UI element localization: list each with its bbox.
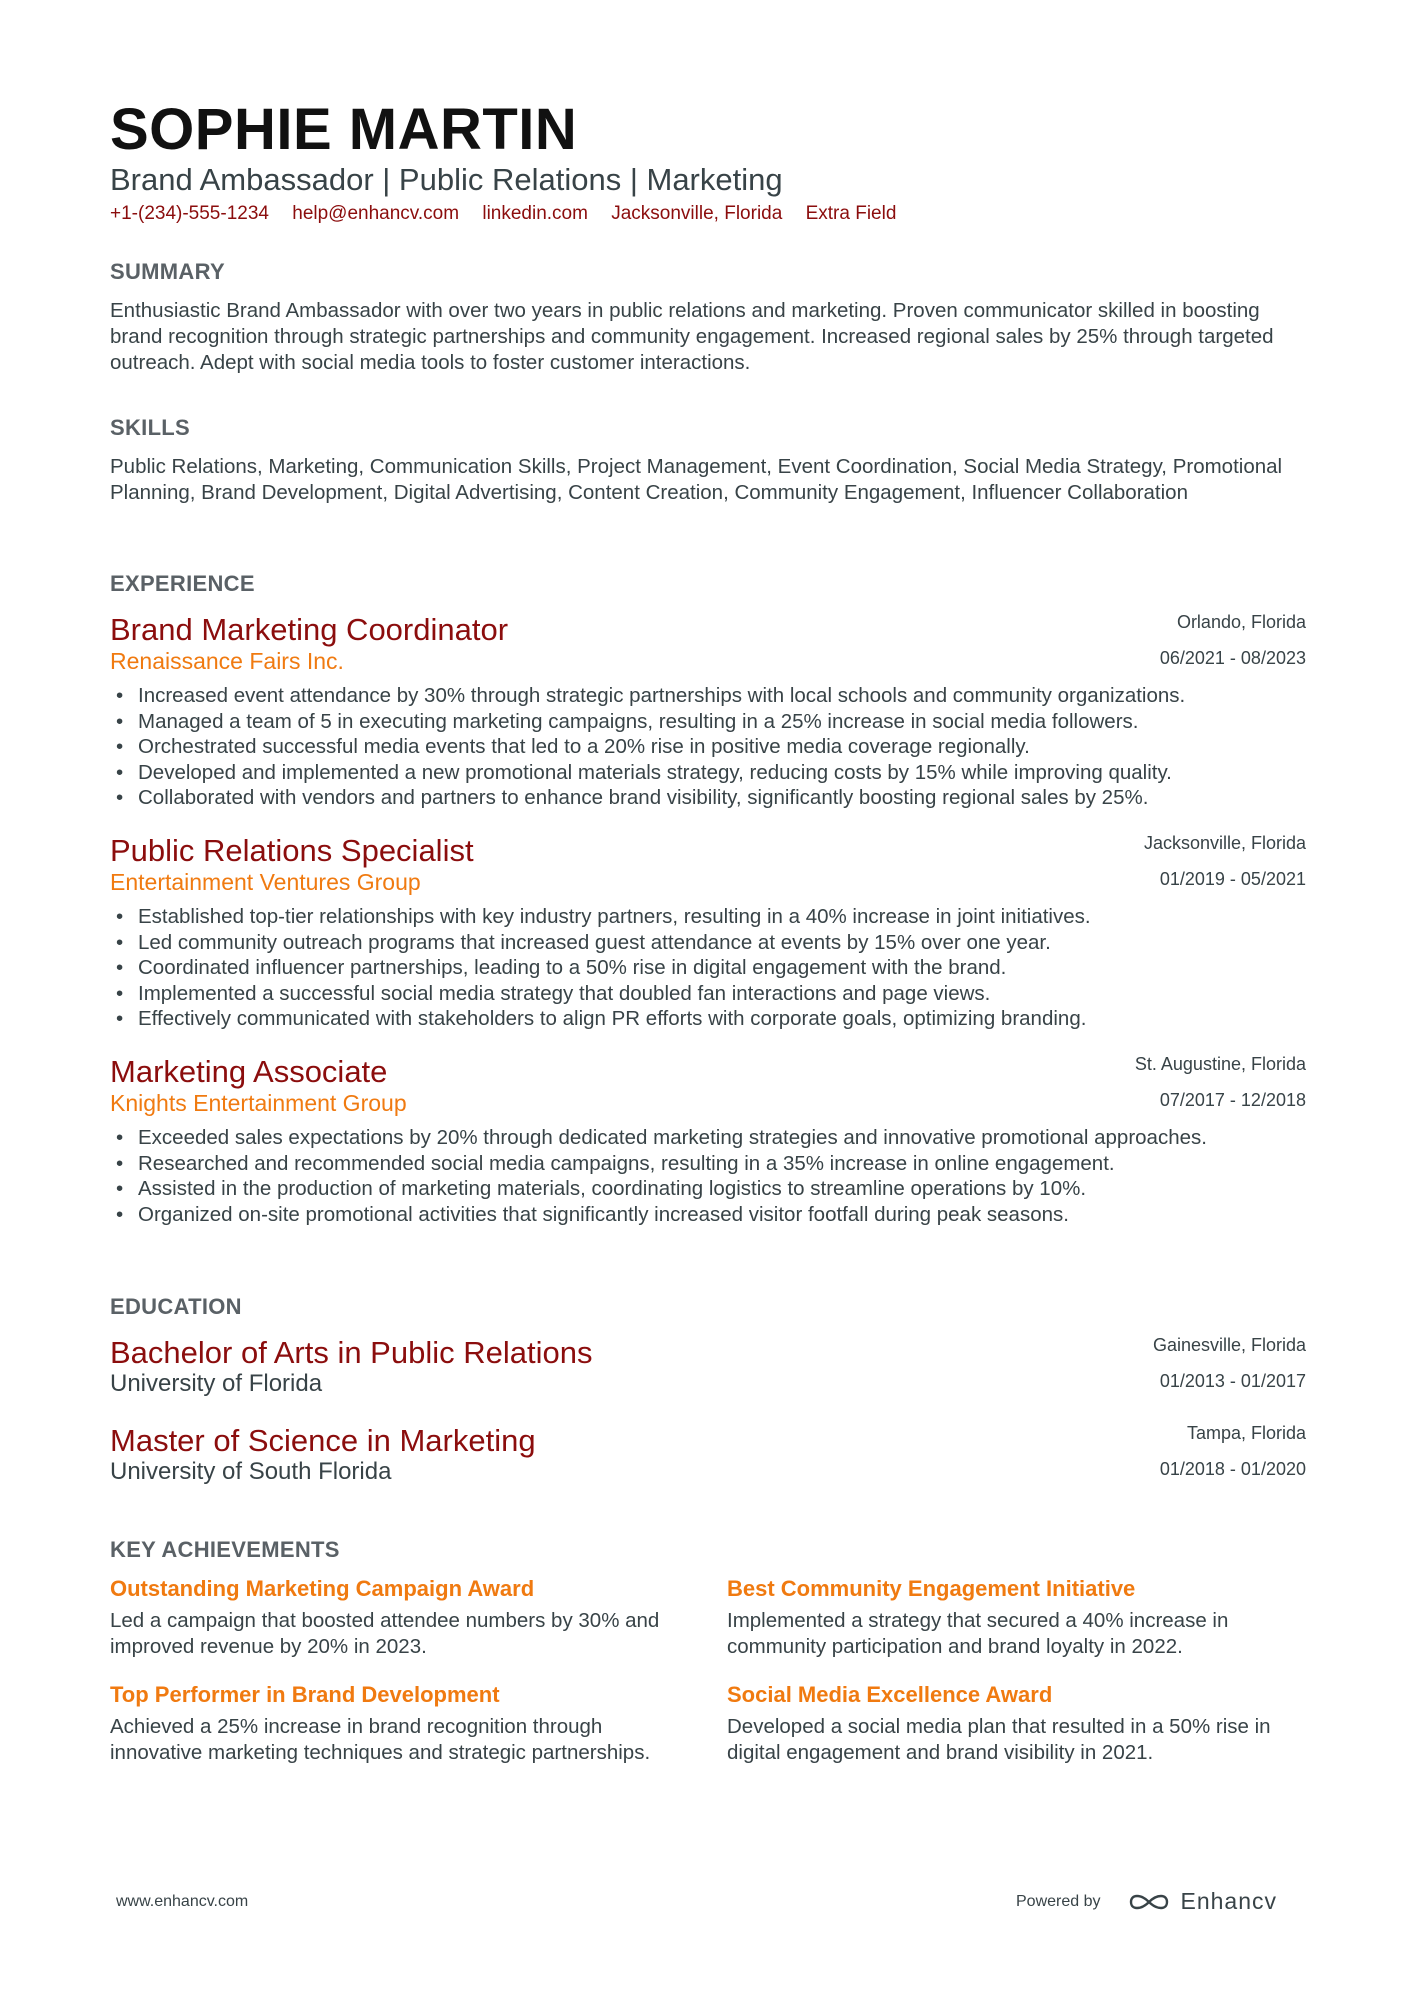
job-company: Knights Entertainment Group bbox=[110, 1090, 407, 1116]
email-link[interactable]: help@enhancv.com bbox=[292, 203, 460, 224]
job-location: St. Augustine, Florida bbox=[1134, 1054, 1306, 1074]
job-location: Jacksonville, Florida bbox=[1143, 833, 1306, 853]
skills-heading: SKILLS bbox=[110, 415, 191, 440]
job-bullets bbox=[110, 1125, 1306, 1227]
job-bullets bbox=[110, 683, 1306, 811]
location-text: Jacksonville, Florida bbox=[611, 203, 783, 224]
job-dates: 06/2021 - 08/2023 bbox=[1159, 648, 1306, 668]
education-location: Tampa, Florida bbox=[1186, 1423, 1306, 1443]
extra-field: Extra Field bbox=[805, 203, 897, 224]
powered-by-text: Powered by bbox=[1016, 1892, 1101, 1910]
enhancv-logo-icon bbox=[1127, 1889, 1171, 1915]
experience-heading: EXPERIENCE bbox=[110, 571, 255, 596]
school-name: University of Florida bbox=[110, 1370, 323, 1397]
job-location: Orlando, Florida bbox=[1176, 612, 1306, 632]
list-item: • Effectively communicated with stakeholders to align PR efforts with corporate goals, optimizing branding. bbox=[110, 1006, 1306, 1032]
achievement-desc: Led a campaign that boosted attendee numbers by 30% and improved revenue by 20% in 2023. bbox=[110, 1609, 660, 1658]
candidate-title: Brand Ambassador | Public Relations | Marketing bbox=[110, 162, 783, 197]
job-dates: 07/2017 - 12/2018 bbox=[1159, 1090, 1306, 1110]
summary-text: Enthusiastic Brand Ambassador with over two years in public relations and marketing. Proven communicator skilled in boosting brand recognition through strategic partnerships and community engagement. Increased regional sales by 25% through targeted outreach. Adept with social media tools to foster customer interactions. bbox=[110, 299, 1274, 374]
footer-powered-by bbox=[1016, 1888, 1277, 1915]
achievement-desc: Developed a social media plan that resulted in a 50% rise in digital engagement and brand visibility in 2021. bbox=[727, 1715, 1271, 1764]
list-item: • Coordinated influencer partnerships, leading to a 50% rise in digital engagement with the brand. bbox=[110, 955, 1306, 981]
list-item: • Exceeded sales expectations by 20% through dedicated marketing strategies and innovative promotional approaches. bbox=[110, 1125, 1306, 1151]
job-bullets bbox=[110, 904, 1306, 1032]
education-location: Gainesville, Florida bbox=[1152, 1335, 1306, 1355]
summary-heading: SUMMARY bbox=[110, 259, 225, 284]
job-title: Brand Marketing Coordinator bbox=[110, 612, 509, 647]
achievements-heading: KEY ACHIEVEMENTS bbox=[110, 1537, 340, 1562]
enhancv-brand-name: Enhancv bbox=[1180, 1888, 1278, 1914]
list-item: • Managed a team of 5 in executing marketing campaigns, resulting in a 25% increase in social media followers. bbox=[110, 709, 1306, 735]
list-item: • Assisted in the production of marketing materials, coordinating logistics to streamline operations by 10%. bbox=[110, 1176, 1306, 1202]
education-dates: 01/2018 - 01/2020 bbox=[1159, 1459, 1306, 1479]
job-company: Entertainment Ventures Group bbox=[110, 869, 421, 895]
list-item: • Orchestrated successful media events that led to a 20% rise in positive media coverage regionally. bbox=[110, 734, 1306, 760]
achievement-desc: Achieved a 25% increase in brand recognition through innovative marketing techniques and strategic partnerships. bbox=[110, 1715, 651, 1764]
phone-link[interactable]: +1-(234)-555-1234 bbox=[110, 203, 269, 224]
skills-text: Public Relations, Marketing, Communication Skills, Project Management, Event Coordination, Social Media Strategy, Promotional Planning, Brand Development, Digital Advertising, Content Creation, Community Engagement, Influencer Collaboration bbox=[110, 455, 1283, 504]
degree-title: Master of Science in Marketing bbox=[110, 1423, 536, 1458]
list-item: • Increased event attendance by 30% through strategic partnerships with local schools and community organizations. bbox=[110, 683, 1306, 709]
school-name: University of South Florida bbox=[110, 1458, 392, 1485]
list-item: • Led community outreach programs that increased guest attendance at events by 15% over one year. bbox=[110, 930, 1306, 956]
job-title: Marketing Associate bbox=[110, 1054, 388, 1089]
list-item: • Established top-tier relationships with key industry partners, resulting in a 40% increase in joint initiatives. bbox=[110, 904, 1306, 930]
list-item: • Developed and implemented a new promotional materials strategy, reducing costs by 15% while improving quality. bbox=[110, 760, 1306, 786]
education-dates: 01/2013 - 01/2017 bbox=[1159, 1371, 1306, 1391]
job-title: Public Relations Specialist bbox=[110, 833, 474, 868]
achievement-title: Social Media Excellence Award bbox=[727, 1682, 1053, 1707]
achievement-title: Top Performer in Brand Development bbox=[110, 1682, 500, 1707]
job-company: Renaissance Fairs Inc. bbox=[110, 648, 344, 674]
achievement-title: Outstanding Marketing Campaign Award bbox=[110, 1576, 535, 1601]
list-item: • Implemented a successful social media strategy that doubled fan interactions and page views. bbox=[110, 981, 1306, 1007]
job-dates: 01/2019 - 05/2021 bbox=[1159, 869, 1306, 889]
list-item: • Organized on-site promotional activities that significantly increased visitor footfall during peak seasons. bbox=[110, 1202, 1306, 1228]
achievement-desc: Implemented a strategy that secured a 40% increase in community participation and brand loyalty in 2022. bbox=[727, 1609, 1229, 1658]
linkedin-link[interactable]: linkedin.com bbox=[482, 203, 588, 224]
degree-title: Bachelor of Arts in Public Relations bbox=[110, 1335, 593, 1370]
candidate-name: SOPHIE MARTIN bbox=[110, 97, 578, 162]
achievement-title: Best Community Engagement Initiative bbox=[727, 1576, 1136, 1601]
footer-website-link[interactable]: www.enhancv.com bbox=[116, 1893, 249, 1910]
list-item: • Researched and recommended social media campaigns, resulting in a 35% increase in online engagement. bbox=[110, 1151, 1306, 1177]
contact-line bbox=[110, 200, 914, 228]
education-heading: EDUCATION bbox=[110, 1294, 242, 1319]
list-item: • Collaborated with vendors and partners to enhance brand visibility, significantly boosting regional sales by 25%. bbox=[110, 785, 1306, 811]
enhancv-brand[interactable] bbox=[1127, 1888, 1278, 1915]
